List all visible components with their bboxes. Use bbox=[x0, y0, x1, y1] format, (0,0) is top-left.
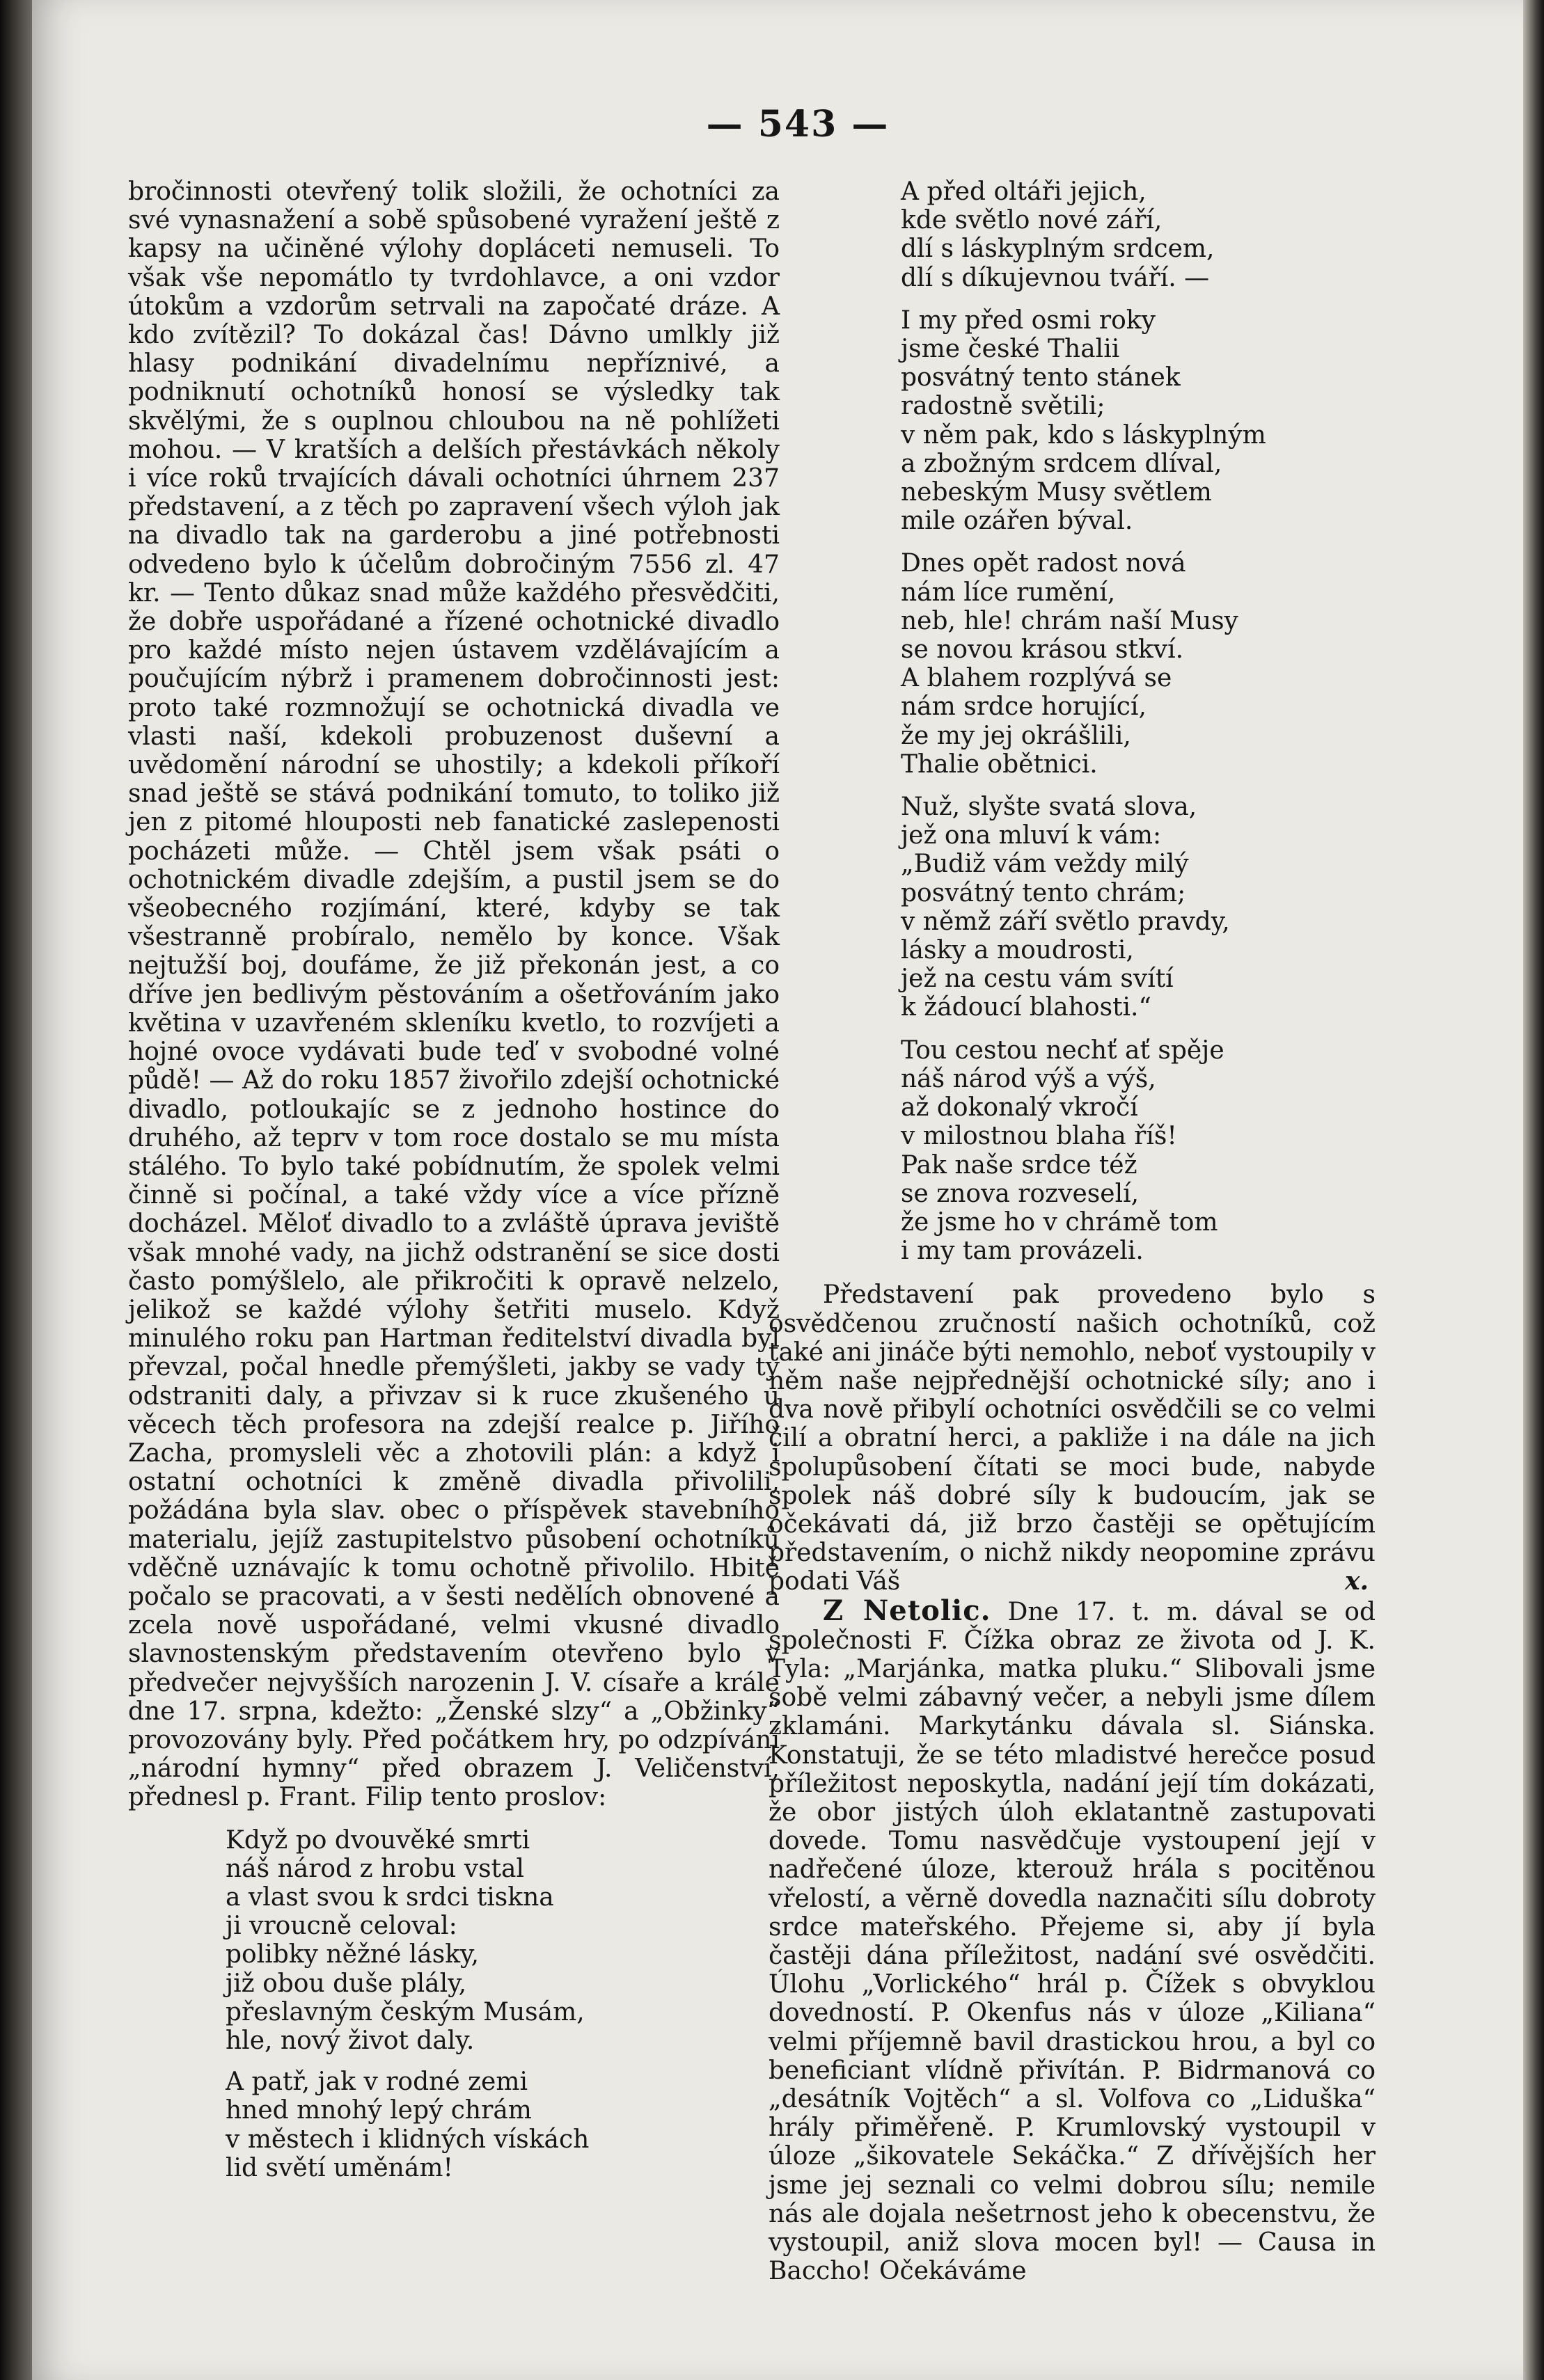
right-column bbox=[769, 177, 1376, 2285]
page-sheet bbox=[32, 0, 1523, 2380]
author-signature: x. bbox=[1345, 1566, 1369, 1596]
right-poem-stanza-4: Nuž, slyšte svatá slova, jež ona mluví k vám: „Budiž vám veždy milý posvátný tento chrám; v němž září světlo pravdy, lásky a moudrosti, jež na cestu vám svítí k žádoucí blahosti.“ bbox=[901, 793, 1230, 1022]
left-article-paragraph: bročinnosti otevřený tolik složili, že ochotníci za své vynasnažení a sobě spůsobené vyražení ještě z kapsy na učiněné výlohy dopláceti nemuseli. To však vše nepomátlo ty tvrdohlavce, a oni vzdor útokům a vzdorům setrvali na započaté dráze. A kdo zvítězil? To dokázal čas! Dávno umlkly již hlasy podnikání divadelnímu nepříznivé, a podniknutí ochotníků honosí se výsledky tak skvělými, že s ouplnou chloubou na ně pohlížeti mohou. — V kratších a delších přestávkách několy i více roků trvajících dávali ochotníci úhrnem 237 představení, a z těch po zapravení všech výloh jak na divadlo tak na garderobu a jiné potřebnosti odvedeno bylo k účelům dobročiným 7556 zl. 47 kr. — Tento důkaz snad může každého přesvědčiti, že dobře uspořádané a řízené ochotnické divadlo pro každé místo nejen ústavem vzdělávajícím a poučujícím nýbrž i pramenem dobročinnosti jest: proto také rozmnožují se ochotnická divadla ve vlasti naší, kdekoli probuzenost duševní a uvědomění národní se uhostily; a kdekoli příkoří snad ještě se stává podnikání tomuto, to toliko již jen z pitomé hlouposti neb fanatické zaslepenosti pocházeti může. — Chtěl jsem však psáti o ochotnickém divadle zdejším, a pustil jsem se do všeobecného rozjímání, které, kdyby se tak všestranně probíralo, nemělo by konce. Však nejtužší boj, doufáme, že již překonán jest, a co dříve jen bedlivým pěstováním a ošetřováním jako květina v uzavřeném skleníku kvetlo, to rozvíjeti a hojné ovoce vydávati bude teď v svobodné volné půdě! — Až do roku 1857 živořilo zdejší ochotnické divadlo, potloukajíc se z jednoho hostince do druhého, až teprv v tom roce dostalo se mu místa stálého. To bylo také pobídnutím, že spolek velmi činně si počínal, a také vždy více a více přízně docházel. Měloť divadlo to a zvláště úprava jeviště však mnohé vady, na jichž odstranění se sice dosti často pomýšlelo, ale přikročiti k opravě nelzelo, jelikož se každé výlohy šetřiti muselo. Když minulého roku pan Hartman ředitelství divadla byl převzal, počal hnedle přemýšleti, jakby se vady ty odstraniti daly, a přivzav si k ruce zkušeného u věcech těch profesora na zdejší realce p. Jiřího Zacha, promysleli věc a zhotovili plán: a když i ostatní ochotníci k změně divadla přivolili, požádána byla slav. obec o příspěvek stavebního materialu, jejíž zastupitelstvo působení ochotníků vděčně uznávajíc k tomu ochotně přivolilo. Hbitě počalo se pracovati, a v šesti nedělích obnovené a zcela nově uspořádané, velmi vkusné divadlo slavnostenským představením otevřeno bylo v předvečer nejvyšších narozenin J. V. císaře a krále dne 17. srpna, kdežto: „Ženské slzy“ a „Obžinky“ provozovány byly. Před počátkem hry, po odzpívání „národní hymny“ před obrazem J. Veličenství, přednesl p. Frant. Filip tento proslov: bbox=[128, 177, 780, 1812]
right-poem-stanza-1: A před oltáři jejich, kde světlo nové září, dlí s láskyplným srdcem, dlí s díkujevnou tváří. — bbox=[901, 177, 1215, 292]
left-poem bbox=[226, 1826, 780, 2182]
right-poem-stanza-5: Tou cestou nechť ať spěje náš národ výš a výš, až dokonalý vkročí v milostnou blaha říš! Pak naše srdce též se znova rozveselí, že jsme ho v chrámě tom i my tam provázeli. bbox=[901, 1036, 1224, 1266]
netolice-report-text: Dne 17. t. m. dával se od společnosti F. Čížka obraz ze života od J. K. Tyla: „Marjánka, matka pluku.“ Slibovali jsme sobě velmi zábavný večer, a nebyli jsme dílem zklamáni. Markytánku dávala sl. Siánska. Konstatuji, že se této mladistvé herečce posud příležitost neposkytla, nadání její tím dokázati, že obor jistých úloh eklatantně zastupovati dovede. Tomu nasvědčuje vystoupení její v nadřečené úloze, kterouž hrála s pocitěnou vřelostí, a věrně dovedla naznačiti sílu dobroty srdce mateřského. Přejeme si, aby jí byla častěji dána příležitost, nadání své osvědčiti. Úlohu „Vorlického“ hrál p. Čížek s obvyklou dovedností. P. Okenfus nás v úloze „Kiliana“ velmi příjemně bavil drastickou hrou, a byl co beneficiant vlídně přivítán. P. Bidrmanová co „desátník Vojtěch“ a sl. Volfova co „Liduška“ hrály přiměřeně. P. Krumlovský vystoupil v úloze „šikovatele Sekáčka.“ Z dřívějších her jsme jej seznali co velmi dobrou sílu; nemile nás ale dojala nešetrnost jeho k obecenstvu, že vystoupil, aniž slova mocen byl! — Causa in Baccho! Očekáváme bbox=[769, 1597, 1376, 2286]
right-poem-stanza-2: I my před osmi roky jsme české Thalii posvátný tento stánek radostně světili; v něm pak, kdo s láskyplným a zbožným srdcem dlíval, nebeským Musy světlem mile ozářen býval. bbox=[901, 306, 1266, 536]
page-number: — 543 — bbox=[706, 103, 890, 145]
left-poem-stanza-2: A patř, jak v rodné zemi hned mnohý lepý chrám v městech i klidných vískách lid světí uměnám! bbox=[226, 2068, 590, 2182]
place-heading: Z Netolic. bbox=[823, 1594, 991, 1627]
performance-report-text: Představení pak provedeno bylo s osvědčenou zručností našich ochotníků, což také ani jináče býti nemohlo, neboť vystoupily v něm naše nejpřednější ochotnické síly; ano i dva nově přibylí ochotníci osvědčili se co velmi čilí a obratní herci, a pakliže i na dále na jich spolupůsobení čítati se moci bude, nabyde spolek náš dobré síly k budoucím, jak se očekávati dá, již brzo častěji se opětujícím představením, o nichž nikdy neopomine zprávu podati Váš bbox=[769, 1280, 1376, 1596]
left-poem-stanza-1: Když po dvouvěké smrti náš národ z hrobu vstal a vlast svou k srdci tiskna ji vroucně celoval: polibky něžné lásky, již obou duše plály, přeslavným českým Musám, hle, nový život daly. bbox=[226, 1825, 585, 2055]
right-poem bbox=[901, 177, 1376, 1265]
right-poem-stanza-3: Dnes opět radost nová nám líce rumění, neb, hle! chrám naší Musy se novou krásou stkví. A blahem rozplývá se nám srdce horující, že my jej okrášlili, Thalie obětnici. bbox=[901, 549, 1238, 779]
scan-right-edge bbox=[1523, 0, 1544, 2380]
scan-left-edge bbox=[0, 0, 32, 2380]
netolice-report-paragraph bbox=[769, 1596, 1376, 2286]
left-column bbox=[128, 177, 780, 2195]
performance-report-paragraph bbox=[769, 1280, 1376, 1596]
